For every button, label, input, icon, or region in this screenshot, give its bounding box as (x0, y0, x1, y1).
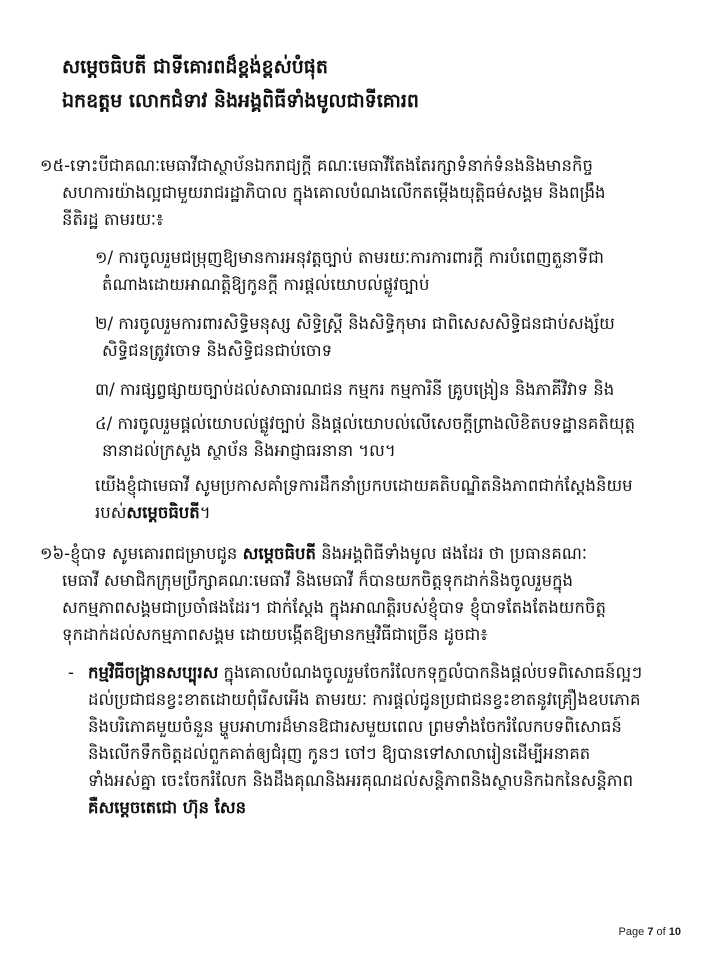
para16-rest: និងអង្គពិធីទាំងមូល ផងដែរ ថា ប្រធានគណៈ (315, 544, 587, 563)
para15-closing-line-2 (95, 500, 211, 526)
list-item-4-line-2: នានាដល់ក្រសួង ស្ថាប័ន និងអាជ្ញាធរនានា ។ល។ (102, 441, 396, 460)
para16-line-3: សកម្មភាពសង្គមជាប្រចាំផងដែរ។ ជាក់ស្ដែង ក្នុងអាណត្តិរបស់ខ្ញុំបាទ ខ្ញុំបាទតែងតែងយកចិត្ត (62, 598, 606, 617)
salutation (62, 50, 419, 118)
list-item-1-line-2: តំណាងដោយអាណត្តិឱ្យកូនក្ដី ការផ្ដល់យោបល់ផ្លូវច្បាប់ (102, 275, 430, 294)
para15-line-2: សហការយ៉ាងល្អជាមួយរាជរដ្ឋាភិបាល ក្នុងគោលបំណងលើកតម្កើងយុត្តិធម៌សង្គម និងពង្រឹង (62, 183, 606, 202)
salutation-line-2: ឯកឧត្តម លោកជំទាវ និងអង្គពិធីទាំងមូលជាទីគោរព (62, 90, 419, 112)
page-label: Page (618, 926, 645, 938)
closing-text: របស់ (95, 503, 127, 522)
para16-line-2: មេធាវី សមាជិកក្រុមប្រឹក្សាគណៈមេធាវី និងមេធាវី ក៏បានយកចិត្តទុកដាក់និងចូលរួមក្នុង (62, 571, 574, 590)
page-number (619, 926, 681, 938)
bullet-line-4: និងលើកទឹកចិត្តដល់ពួកគាត់ឲ្យជំរុញ កូនៗ ចៅៗ ឱ្យបានទៅសាលារៀនដើម្បីអនាគត (88, 744, 591, 763)
bullet-dash: - (68, 663, 74, 682)
salutation-line-1: សម្ដេចធិបតី ជាទីគោរពដ៏ខ្ពង់ខ្ពស់បំផុត (62, 56, 328, 78)
current-page: 7 (647, 926, 654, 938)
para15-closing-line-1: យើងខ្ញុំជាមេធាវី សូមប្រកាសគាំទ្រការដឹកនាំប្រកបដោយគតិបណ្ឌិតនិងភាពជាក់ស្ដែងនិយម (95, 476, 633, 495)
bullet-line-3: និងបរិភោគមួយចំនួន ម្ហូបអាហារដ៏មានឱជារសមួយពេល ព្រមទាំងចែករំលែកបទពិសោធន៍ (88, 717, 622, 736)
list-item-3: ៣/ ការផ្សព្វផ្សាយច្បាប់ដល់សាធារណជន កម្មករ កម្មការិនី គ្រូបង្រៀន និងភាគីវិវាទ និង (95, 380, 615, 399)
total-pages: 10 (668, 926, 681, 938)
para16-start: ១៦-ខ្ញុំបាទ សូមគោរពជម្រាបជូន (40, 544, 243, 563)
bullet-line-5: ទាំងអស់គ្នា ចេះចែករំលែក និងដឹងគុណនិងអរគុណដល់សន្តិភាពនិងស្ថាបនិកឯកនៃសន្តិភាព (88, 771, 634, 790)
list-item-1-line-1: ១/ ការចូលរួមជម្រុញឱ្យមានការអនុវត្តច្បាប់ តាមរយៈការការពារក្ដី ការបំពេញតួនាទីជា (95, 248, 604, 267)
para16-bold-name: សម្ដេចធិបតី (242, 544, 316, 563)
of-label: of (656, 926, 666, 938)
list-item-2-line-1: ២/ ការចូលរួមការពារសិទ្ធិមនុស្ស សិទ្ធិស្ត្រី និងសិទ្ធិកុមារ ជាពិសេសសិទ្ធិជនជាប់សង្ស័យ (95, 314, 615, 333)
closing-bold-name: សម្ដេចធិបតី (126, 503, 200, 522)
bullet-text: ក្នុងគោលបំណងចូលរួមចែករំលែកទុក្ខលំបាកនិងផ្ដល់បទពិសោធន៍ល្អៗ (218, 663, 643, 682)
bullet-line-2: ដល់ប្រជាជនខ្វះខាតដោយពុំរើសអើង តាមរយៈ ការផ្ដល់ជូនប្រជាជនខ្វះខាតនូវគ្រឿងឧបភោគ (88, 690, 641, 709)
para15-line-3: នីតិរដ្ឋ តាមរយៈ៖ (62, 210, 164, 229)
bullet-line-6-bold: គឺសម្ដេចតេជោ ហ៊ុន សែន (88, 798, 247, 817)
para16-line-1 (40, 541, 587, 567)
para15-line-1: ១៥-ទោះបីជាគណៈមេធាវីជាស្ថាប័នឯករាជ្យក្ដី គណៈមេធាវីតែងតែរក្សាទំនាក់ទំនងនិងមានកិច្ច (40, 156, 593, 175)
list-item-2-line-2: សិទ្ធិជនត្រូវចោទ និងសិទ្ធិជនជាប់ចោទ (102, 341, 333, 360)
bullet-line-1 (88, 660, 642, 686)
bullet-bold-title: កម្មវិធីចង្ក្រានសប្បុរស (88, 663, 219, 682)
closing-end: ។ (199, 503, 211, 522)
list-item-4-line-1: ៤/ ការចូលរួមផ្ដល់យោបល់ផ្លូវច្បាប់ និងផ្ដល់យោបល់លើសេចក្ដីព្រាងលិខិតបទដ្ឋានគតិយុត្ត (95, 414, 636, 433)
para16-line-4: ទុកដាក់ដល់សកម្មភាពសង្គម ដោយបង្កើតឱ្យមានកម្មវិធីជាច្រើន ដូចជា៖ (62, 625, 488, 644)
